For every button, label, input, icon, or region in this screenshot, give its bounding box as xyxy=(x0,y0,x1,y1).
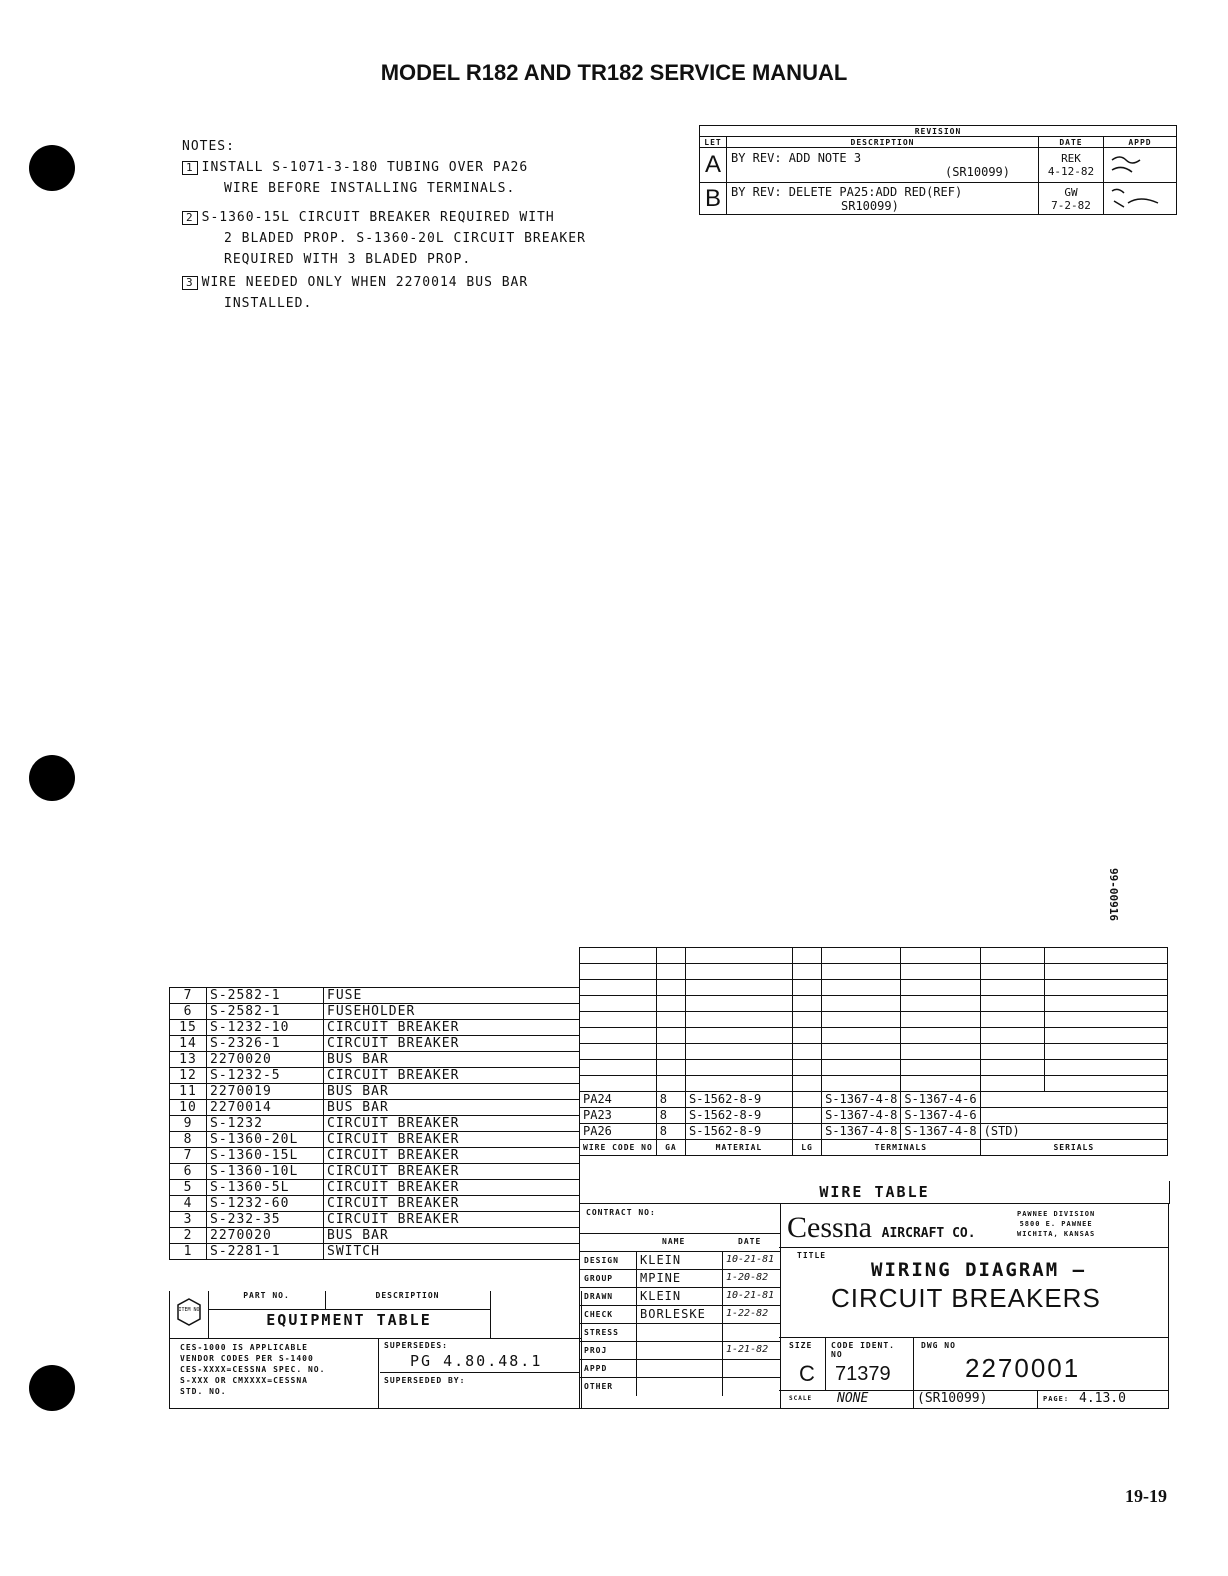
equipment-desc-cell: CIRCUIT BREAKER xyxy=(324,1164,580,1180)
division-address: PAWNEE DIVISION 5800 E. PAWNEE WICHITA, KANSAS xyxy=(1017,1210,1096,1238)
equipment-item-cell: 6 xyxy=(170,1164,207,1180)
page-number: 19-19 xyxy=(1125,1486,1167,1506)
approval-role-label: PROJ xyxy=(584,1346,608,1355)
revision-title: REVISION xyxy=(700,126,1177,137)
equipment-row xyxy=(170,1084,580,1100)
wire-row-blank xyxy=(580,1028,1168,1044)
binder-hole-bottom xyxy=(29,1365,75,1411)
footer-notes-block: CES-1000 IS APPLICABLE VENDOR CODES PER S-1400 CES-XXXX=CESSNA SPEC. NO. S-XXX OR CMXXXX=CESSNA STD. NO. SUPERSEDES: PG 4.80.48.1 SUPERSEDED BY: xyxy=(169,1338,582,1409)
equipment-item-cell: 2 xyxy=(170,1228,207,1244)
approval-row xyxy=(580,1359,780,1378)
equipment-item-cell: 3 xyxy=(170,1212,207,1228)
equipment-row xyxy=(170,988,580,1004)
equipment-part-cell: S-1360-5L xyxy=(207,1180,324,1196)
revision-table xyxy=(699,125,1177,215)
equipment-desc-cell: CIRCUIT BREAKER xyxy=(324,1148,580,1164)
approval-name: MPINE xyxy=(640,1271,682,1285)
equipment-part-cell: S-2582-1 xyxy=(207,1004,324,1020)
equipment-part-cell: S-1232 xyxy=(207,1116,324,1132)
wire-table xyxy=(579,947,1168,1156)
equipment-part-cell: S-1232-10 xyxy=(207,1020,324,1036)
equipment-desc-cell: CIRCUIT BREAKER xyxy=(324,1116,580,1132)
wire-term1-cell: S-1367-4-8 xyxy=(822,1092,901,1108)
equipment-item-cell: 8 xyxy=(170,1132,207,1148)
equipment-row xyxy=(170,1052,580,1068)
approval-date: 1-20-82 xyxy=(726,1272,769,1283)
wire-header-ga: GA xyxy=(656,1140,685,1156)
equipment-desc-cell: CIRCUIT BREAKER xyxy=(324,1068,580,1084)
revision-row: B BY REV: DELETE PA25:ADD RED(REF) SR10099) GW 7-2-82 xyxy=(700,183,1177,215)
binder-hole-top xyxy=(29,145,75,191)
wire-serials-cell: (STD) xyxy=(980,1124,1167,1140)
wire-term2-cell: S-1367-4-6 xyxy=(901,1108,980,1124)
equipment-row xyxy=(170,1196,580,1212)
equipment-desc-cell: BUS BAR xyxy=(324,1084,580,1100)
equipment-row xyxy=(170,1116,580,1132)
drawing-title-line2: CIRCUIT BREAKERS xyxy=(831,1283,1101,1313)
approval-block: CONTRACT NO: NAME DATE DESIGN KLEIN 10-21-81 GROUP MPINE 1-20-82 DRAWN KLEIN 10-21-81 CHECK BORLESKE 1-22-82 STRESS PROJ 1-21-82 APPD OTHER xyxy=(579,1203,781,1409)
wire-row-blank xyxy=(580,996,1168,1012)
wire-table-title: WIRE TABLE xyxy=(579,1181,1170,1204)
equipment-row xyxy=(170,1100,580,1116)
approval-role-label: CHECK xyxy=(584,1310,614,1319)
approval-role-label: GROUP xyxy=(584,1274,614,1283)
wire-term1-cell: S-1367-4-8 xyxy=(822,1124,901,1140)
equipment-desc-cell: CIRCUIT BREAKER xyxy=(324,1020,580,1036)
approval-row xyxy=(580,1251,780,1270)
note-2: 2 S-1360-15L CIRCUIT BREAKER REQUIRED WITH 2 BLADED PROP. S-1360-20L CIRCUIT BREAKER REQUIRED WITH 3 BLADED PROP. xyxy=(182,207,586,270)
note-3: 3 WIRE NEEDED ONLY WHEN 2270014 BUS BAR INSTALLED. xyxy=(182,272,586,314)
wire-row-blank xyxy=(580,1012,1168,1028)
approval-name: BORLESKE xyxy=(640,1307,706,1321)
wire-row-blank xyxy=(580,1044,1168,1060)
document-number: 99-00916 xyxy=(1107,868,1120,921)
wire-ga-cell: 8 xyxy=(656,1124,685,1140)
note-1: 1 INSTALL S-1071-3-180 TUBING OVER PA26 WIRE BEFORE INSTALLING TERMINALS. xyxy=(182,157,586,199)
wire-lg-cell xyxy=(792,1108,821,1124)
equipment-item-cell: 4 xyxy=(170,1196,207,1212)
wire-code-cell: PA23 xyxy=(580,1108,657,1124)
wire-row-blank xyxy=(580,948,1168,964)
equipment-desc-cell: SWITCH xyxy=(324,1244,580,1260)
wire-row xyxy=(580,1092,1168,1108)
equipment-row xyxy=(170,1020,580,1036)
equipment-part-cell: 2270014 xyxy=(207,1100,324,1116)
wire-header-terminals: TERMINALS xyxy=(822,1140,981,1156)
equipment-part-cell: S-1360-15L xyxy=(207,1148,324,1164)
wire-material-cell: S-1562-8-9 xyxy=(685,1092,792,1108)
equipment-item-cell: 7 xyxy=(170,1148,207,1164)
wire-code-cell: PA24 xyxy=(580,1092,657,1108)
approval-row xyxy=(580,1377,780,1396)
page-title: MODEL R182 AND TR182 SERVICE MANUAL xyxy=(380,60,848,85)
equipment-item-cell: 5 xyxy=(170,1180,207,1196)
wire-serials-cell xyxy=(980,1092,1167,1108)
equipment-part-cell: 2270019 xyxy=(207,1084,324,1100)
wire-term2-cell: S-1367-4-6 xyxy=(901,1092,980,1108)
equipment-desc-cell: FUSE xyxy=(324,988,580,1004)
equipment-row xyxy=(170,1036,580,1052)
wire-term1-cell: S-1367-4-8 xyxy=(822,1108,901,1124)
title-block: Cessna AIRCRAFT CO. PAWNEE DIVISION 5800 E. PAWNEE WICHITA, KANSAS TITLE WIRING DIAGRAM — CIRCUIT BREAKERS SIZE C CODE IDENT. NO 71379 DWG NO 2270001 SCALE NONE (SR10099) PAGE: 4.13.0 xyxy=(779,1203,1169,1409)
revision-row: A BY REV: ADD NOTE 3 (SR10099) REK 4-12-82 xyxy=(700,148,1177,183)
approval-role-label: STRESS xyxy=(584,1328,619,1337)
equipment-desc-cell: CIRCUIT BREAKER xyxy=(324,1196,580,1212)
equipment-item-cell: 1 xyxy=(170,1244,207,1260)
equipment-part-cell: S-1360-10L xyxy=(207,1164,324,1180)
approval-date: 1-21-82 xyxy=(726,1344,769,1355)
equipment-part-cell: S-2326-1 xyxy=(207,1036,324,1052)
wire-row-blank xyxy=(580,964,1168,980)
item-no-hexagon-icon xyxy=(170,1291,208,1337)
wire-header-lg: LG xyxy=(792,1140,821,1156)
equipment-desc-cell: CIRCUIT BREAKER xyxy=(324,1036,580,1052)
notes-heading: NOTES: xyxy=(182,139,235,154)
approval-role-label: DESIGN xyxy=(584,1256,619,1265)
wire-header-material: MATERIAL xyxy=(685,1140,792,1156)
rev-desc-header: DESCRIPTION xyxy=(727,137,1039,148)
wire-row-blank xyxy=(580,1076,1168,1092)
wire-header-code: WIRE CODE NO xyxy=(580,1140,657,1156)
cessna-logo: Cessna xyxy=(787,1211,872,1244)
equipment-item-cell: 11 xyxy=(170,1084,207,1100)
equipment-part-cell: S-1232-60 xyxy=(207,1196,324,1212)
equipment-desc-cell: BUS BAR xyxy=(324,1100,580,1116)
note-flag-2: 2 xyxy=(182,211,198,225)
equipment-item-cell: 15 xyxy=(170,1020,207,1036)
wire-header-serials: SERIALS xyxy=(980,1140,1167,1156)
wire-row xyxy=(580,1124,1168,1140)
equipment-table xyxy=(169,987,580,1260)
equipment-row xyxy=(170,1068,580,1084)
equipment-desc-cell: FUSEHOLDER xyxy=(324,1004,580,1020)
equipment-item-cell: 6 xyxy=(170,1004,207,1020)
equipment-item-cell: 12 xyxy=(170,1068,207,1084)
equipment-part-cell: S-1232-5 xyxy=(207,1068,324,1084)
approval-date: 1-22-82 xyxy=(726,1308,769,1319)
equipment-row xyxy=(170,1004,580,1020)
approval-row xyxy=(580,1323,780,1342)
wire-ga-cell: 8 xyxy=(656,1108,685,1124)
equipment-row xyxy=(170,1228,580,1244)
rev-let-header: LET xyxy=(700,137,727,148)
equipment-table-title: EQUIPMENT TABLE xyxy=(266,1311,432,1329)
rev-appd-header: APPD xyxy=(1104,137,1177,148)
equipment-row xyxy=(170,1148,580,1164)
approval-date: 10-21-81 xyxy=(726,1254,775,1265)
approval-row xyxy=(580,1287,780,1306)
equipment-item-cell: 14 xyxy=(170,1036,207,1052)
approval-role-label: APPD xyxy=(584,1364,608,1373)
wire-material-cell: S-1562-8-9 xyxy=(685,1124,792,1140)
approval-row xyxy=(580,1269,780,1288)
equipment-desc-cell: BUS BAR xyxy=(324,1228,580,1244)
equipment-part-cell: S-1360-20L xyxy=(207,1132,324,1148)
wire-row-blank xyxy=(580,1060,1168,1076)
equipment-row xyxy=(170,1212,580,1228)
wire-row xyxy=(580,1108,1168,1124)
equipment-part-cell: S-232-35 xyxy=(207,1212,324,1228)
approval-name: KLEIN xyxy=(640,1253,682,1267)
equipment-row xyxy=(170,1180,580,1196)
approval-row xyxy=(580,1341,780,1360)
notes-block xyxy=(182,136,586,314)
approval-row xyxy=(580,1305,780,1324)
note-flag-3: 3 xyxy=(182,276,198,290)
equipment-desc-cell: BUS BAR xyxy=(324,1052,580,1068)
equipment-part-cell: 2270020 xyxy=(207,1052,324,1068)
company-name: AIRCRAFT CO. xyxy=(881,1226,976,1241)
approval-date: 10-21-81 xyxy=(726,1290,775,1301)
equipment-item-cell: 7 xyxy=(170,988,207,1004)
wire-ga-cell: 8 xyxy=(656,1092,685,1108)
drawing-title-line1: WIRING DIAGRAM — xyxy=(871,1259,1087,1281)
equipment-row xyxy=(170,1164,580,1180)
wire-term2-cell: S-1367-4-8 xyxy=(901,1124,980,1140)
equipment-item-cell: 13 xyxy=(170,1052,207,1068)
equipment-desc-cell: CIRCUIT BREAKER xyxy=(324,1180,580,1196)
appd-signature xyxy=(1104,148,1177,183)
approval-name: KLEIN xyxy=(640,1289,682,1303)
wire-lg-cell xyxy=(792,1124,821,1140)
note-flag-1: 1 xyxy=(182,161,198,175)
wire-serials-cell xyxy=(980,1108,1167,1124)
equipment-desc-cell: CIRCUIT BREAKER xyxy=(324,1212,580,1228)
approval-role-label: OTHER xyxy=(584,1382,614,1391)
wire-code-cell: PA26 xyxy=(580,1124,657,1140)
wire-row-blank xyxy=(580,980,1168,996)
binder-hole-middle xyxy=(29,755,75,801)
equipment-part-cell: S-2281-1 xyxy=(207,1244,324,1260)
rev-date-header: DATE xyxy=(1039,137,1104,148)
wire-material-cell: S-1562-8-9 xyxy=(685,1108,792,1124)
equipment-item-cell: 10 xyxy=(170,1100,207,1116)
appd-signature xyxy=(1104,183,1177,215)
equipment-item-cell: 9 xyxy=(170,1116,207,1132)
approval-role-label: DRAWN xyxy=(584,1292,614,1301)
equipment-part-cell: S-2582-1 xyxy=(207,988,324,1004)
equipment-part-cell: 2270020 xyxy=(207,1228,324,1244)
drawing-number: 2270001 xyxy=(965,1353,1081,1383)
equipment-desc-cell: CIRCUIT BREAKER xyxy=(324,1132,580,1148)
equipment-row xyxy=(170,1244,580,1260)
equipment-row xyxy=(170,1132,580,1148)
equipment-footer: ITEM NO PART NO. DESCRIPTION EQUIPMENT TABLE xyxy=(169,1291,582,1339)
wire-table-header xyxy=(580,1140,1168,1156)
wire-lg-cell xyxy=(792,1092,821,1108)
